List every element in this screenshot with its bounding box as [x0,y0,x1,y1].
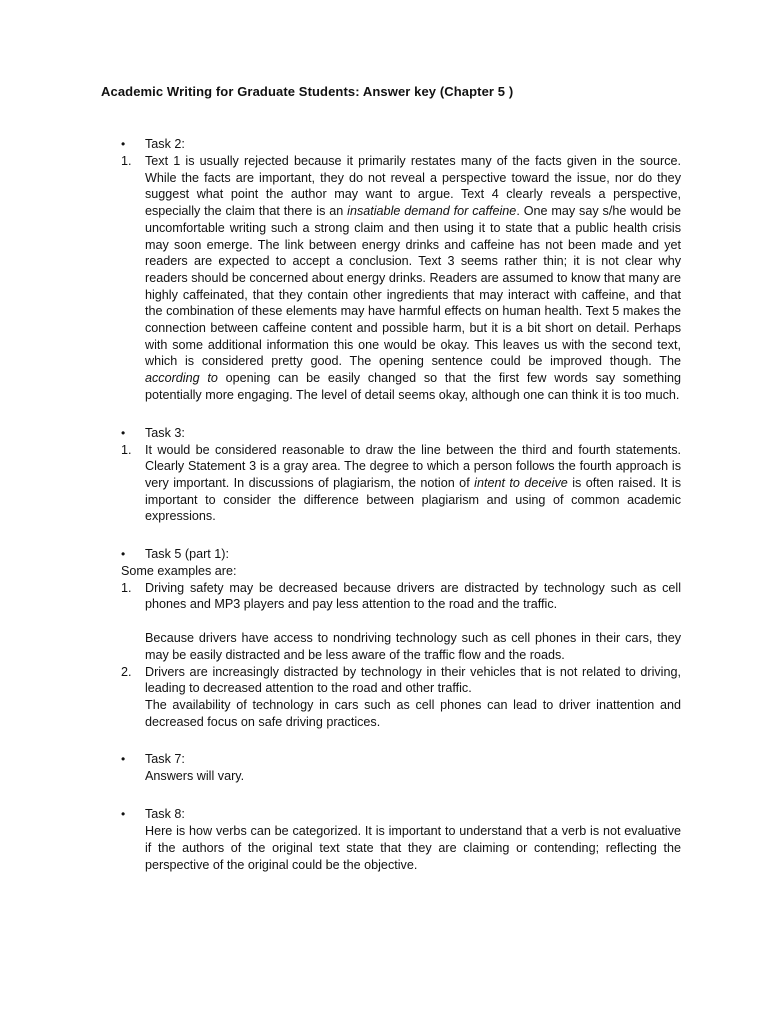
task7-section [121,751,681,785]
task5-item-2 [121,664,681,697]
task2-text-a: Text 1 is usually rejected because it primarily restates many of the facts given in the source. While the facts are important, they do not reveal a perspective toward the issue, nor do they suggest what point the author may want to argue. Text 4 clearly reveals a perspective, especially the claim that there is an [145,154,681,219]
list-number: 2. [121,664,132,679]
task3-text-a: It would be considered reasonable to draw the line between the third and fourth statements. Clearly Statement 3 is a gray area. The degree to which a person follows the fourth approach is very important. In discussions of plagiarism, the notion of [145,442,681,490]
bullet-icon: • [121,425,126,440]
task5-item2-alt: The availability of technology in cars such as cell phones can lead to driver inattention and decreased focus on safe driving practices. [145,697,681,729]
task8-section [121,806,681,873]
task3-section [121,425,681,526]
list-number: 1. [121,442,132,457]
task7-heading-row [121,751,681,768]
task8-heading-row [121,806,681,823]
document-body [121,136,681,873]
task5-heading-row [121,546,681,563]
bullet-icon: • [121,807,126,822]
task3-text-b: is often raised. It is important to consider the difference between plagiarism and using of common academic expressions. [145,475,682,524]
bullet-icon: • [121,547,126,562]
task8-text: Here is how verbs can be categorized. It is important to understand that a verb is not evaluative if the authors of the original text state that they are claiming or contending; reflecting the perspective of the original could be the objective. [145,824,681,872]
task2-section [121,136,681,404]
task7-heading: Task 7: [145,752,185,767]
task3-item-1 [121,442,681,526]
task5-item1-text: Driving safety may be decreased because drivers are distracted by technology such as cell phones and MP3 players and pay less attention to the road and the traffic. [145,580,681,612]
page-title: Academic Writing for Graduate Students: Answer key (Chapter 5 ) [101,84,514,99]
task5-intro: Some examples are: [121,564,237,579]
task2-item-1 [121,153,681,404]
bullet-icon: • [121,752,126,767]
task2-heading: Task 2: [145,137,185,151]
task5-item2-text: Drivers are increasingly distracted by technology in their vehicles that is not related to driving, leading to decreased attention to the road and other traffic. [145,664,681,696]
task3-heading: Task 3: [145,425,185,440]
list-number: 1. [121,580,132,595]
task3-em-a: intent to deceive [474,475,568,490]
task2-text-c: opening can be easily changed so that the first few words say something potentially more engaging. The level of detail seems okay, although one can think it is too much. [145,371,681,402]
task5-item-1 [121,580,681,613]
task8-heading: Task 8: [145,807,185,822]
task2-em-a: insatiable demand for caffeine [347,204,517,219]
task2-heading-row [121,136,681,153]
bullet-icon: • [121,137,126,151]
task2-text-b: . One may say s/he would be uncomfortable writing such a strong claim and then using it to state that a public health crisis may soon emerge. The link between energy drinks and caffeine has not been made and yet readers are expected to accept a conclusion. Text 3 seems rather thin; it is not clear why readers should be concerned about energy drinks. Readers are assumed to know that many are highly caffeinated, that they contain other ingredients that may interact with caffeine, and that the combination of these elements may have harmful effects on human health. Text 5 makes the connection between caffeine content and possible harm, but it is a bit short on detail. Perhaps with some additional information this one would be okay. This leaves us with the second text, which is considered pretty good. The opening sentence could be improved though. The [145,204,681,369]
list-number: 1. [121,154,132,168]
task5-section [121,546,681,730]
task5-heading: Task 5 (part 1): [145,547,229,562]
task2-em-b: according to [145,371,218,386]
task7-text: Answers will vary. [145,769,245,784]
task3-heading-row [121,425,681,442]
task5-item1-alt: Because drivers have access to nondriving technology such as cell phones in their cars, they may be easily distracted and be less aware of the traffic flow and the roads. [145,631,681,662]
